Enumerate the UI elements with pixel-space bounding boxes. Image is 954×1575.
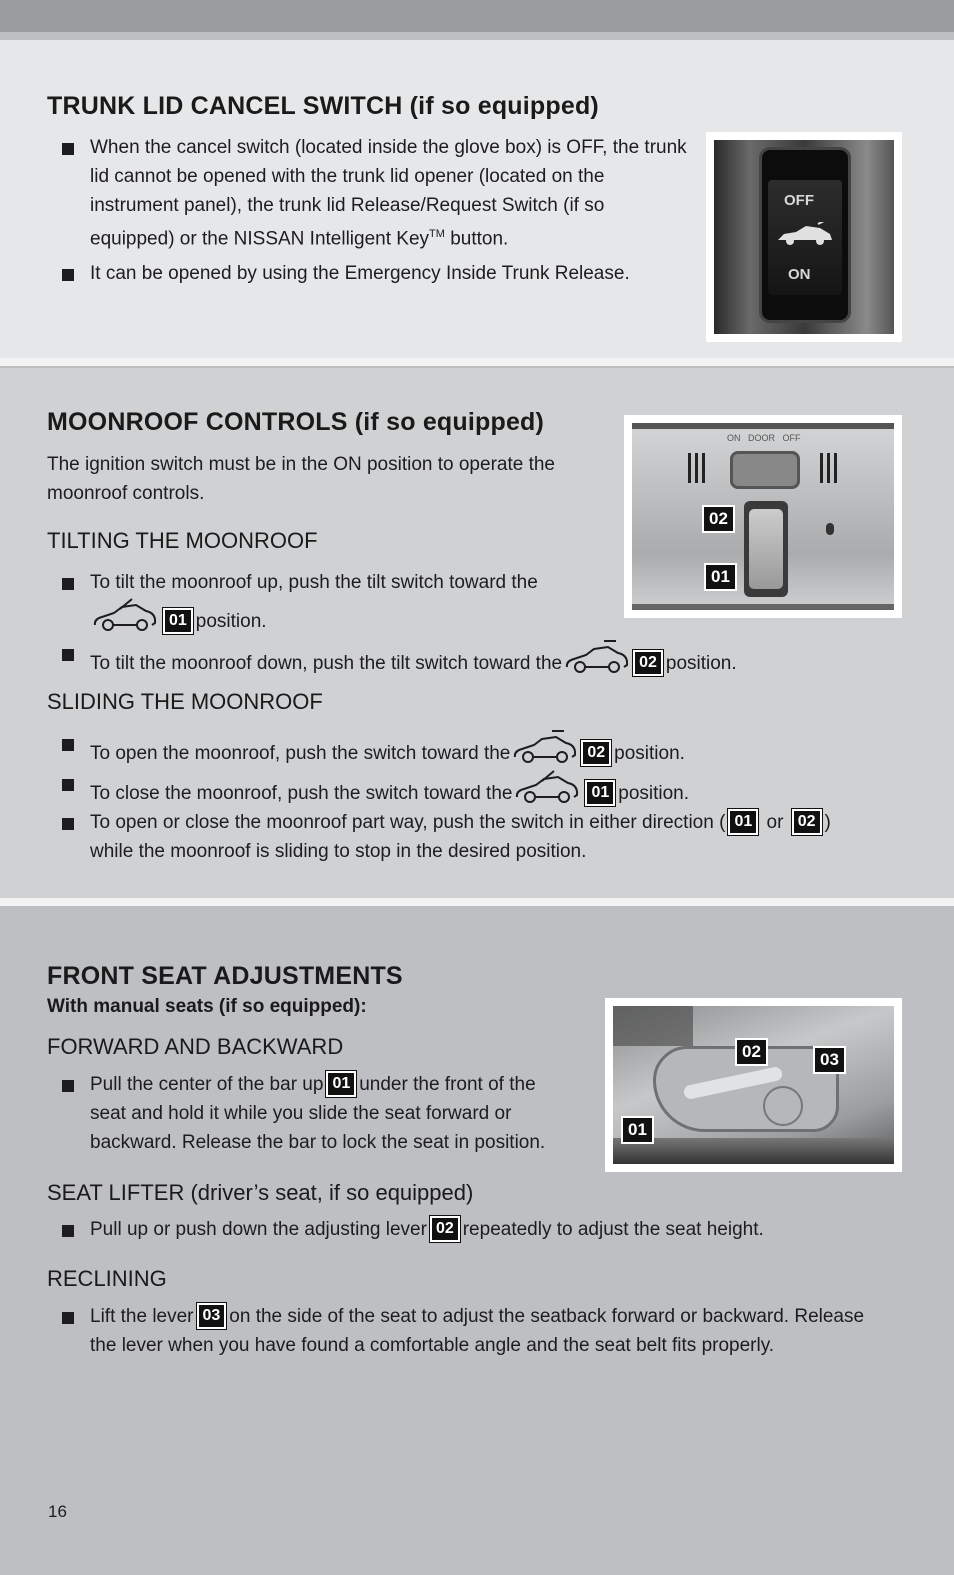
photo-badge-01: 01 — [704, 563, 737, 591]
trunk-switch-photo — [706, 132, 902, 342]
slide-bullet-3: To open or close the moonroof part way, push the switch in either direction ( 01 or 02 ) while the moonroof is sliding to stop in the desired position. — [90, 808, 920, 866]
lifter-lever — [763, 1086, 803, 1126]
badge-01: 01 — [163, 608, 193, 634]
bullet-marker — [62, 1080, 74, 1092]
bullet-marker — [62, 818, 74, 830]
bullet-marker — [62, 578, 74, 590]
vent — [688, 453, 708, 483]
trunk-bullet-2: It can be opened by using the Emergency Inside Trunk Release. — [90, 263, 630, 284]
bullet-marker — [62, 779, 74, 791]
off-label: OFF — [784, 192, 814, 209]
badge-02: 02 — [792, 809, 822, 835]
car-slide-open-icon — [512, 729, 576, 765]
seat-subtitle: With manual seats (if so equipped): — [47, 996, 367, 1017]
photo-badge-02: 02 — [735, 1038, 768, 1066]
slide-bullet-1: To open the moonroof, push the switch toward the 02 position. — [90, 729, 910, 768]
badge-02: 02 — [430, 1216, 460, 1242]
divider — [0, 898, 954, 906]
moonroof-intro: The ignition switch must be in the ON position to operate the moonroof controls. — [47, 454, 555, 504]
seat-lifter-heading: SEAT LIFTER (driver’s seat, if so equipped) — [47, 1180, 474, 1205]
sliding-heading: SLIDING THE MOONROOF — [47, 689, 323, 714]
lifter-bullet: Pull up or push down the adjusting lever 02 repeatedly to adjust the seat height. — [90, 1215, 910, 1244]
seat-title: FRONT SEAT ADJUSTMENTS — [47, 962, 403, 990]
trunk-car-icon — [774, 222, 836, 248]
photo-badge-02: 02 — [702, 505, 735, 533]
badge-01: 01 — [326, 1071, 356, 1097]
badge-01: 01 — [728, 809, 758, 835]
trunk-bullet-1: When the cancel switch (located inside the glove box) is OFF, the trunk lid cannot be opened with the trunk lid opener (located on the instrument panel), the trunk lid Release/Request Switch (if so equipped) or the NISSAN Intelligent Key™ button. — [90, 137, 687, 250]
slide-bullet-2: To close the moonroof, push the switch toward the 01 position. — [90, 769, 910, 808]
map-light-button — [730, 451, 800, 489]
tilting-heading: TILTING THE MOONROOF — [47, 528, 318, 553]
tilt-bullet-1-line2: 01 position. — [90, 597, 610, 636]
car-tilt-down-icon — [564, 639, 628, 675]
trunk-section — [0, 40, 954, 358]
divider — [0, 358, 954, 366]
page-number: 16 — [48, 1502, 67, 1521]
top-bar — [0, 0, 954, 32]
badge-03: 03 — [197, 1303, 227, 1329]
badge-02: 02 — [633, 650, 663, 676]
bullet-marker — [62, 739, 74, 751]
bullet-marker — [62, 1312, 74, 1324]
badge-01: 01 — [585, 780, 615, 806]
reclining-heading: RECLINING — [47, 1266, 167, 1291]
tilt-bullet-2: To tilt the moonroof down, push the tilt switch toward the 02 position. — [90, 639, 910, 678]
moonroof-title: MOONROOF CONTROLS (if so equipped) — [47, 408, 545, 436]
photo-badge-01: 01 — [621, 1116, 654, 1144]
moonroof-section — [0, 368, 954, 898]
seat-adjust-photo — [605, 998, 902, 1172]
forward-backward-heading: FORWARD AND BACKWARD — [47, 1034, 344, 1059]
car-tilt-up-icon — [92, 597, 158, 633]
reclining-bullet: Lift the lever 03 on the side of the seat to adjust the seatback forward or backward. Release the lever when you have found a comfortable angle and the seat belt fits properly. — [90, 1302, 920, 1360]
vent — [820, 453, 840, 483]
bullet-marker — [62, 143, 74, 155]
photo-badge-03: 03 — [813, 1046, 846, 1074]
badge-02: 02 — [581, 740, 611, 766]
bullet-marker — [62, 1225, 74, 1237]
bullet-marker — [62, 649, 74, 661]
trunk-title: TRUNK LID CANCEL SWITCH (if so equipped) — [47, 92, 599, 120]
tilt-bullet-1: To tilt the moonroof up, push the tilt switch toward the — [90, 572, 538, 593]
car-slide-close-icon — [514, 769, 580, 805]
front-seat-section — [0, 906, 954, 1575]
on-label: ON — [788, 266, 811, 283]
moonroof-switch-photo — [624, 415, 902, 618]
fb-bullet: Pull the center of the bar up 01 under the front of the seat and hold it while you slide the seat forward or backward. Release the bar to lock the seat in position. — [90, 1070, 590, 1157]
bullet-marker — [62, 269, 74, 281]
door-switch-label: ON DOOR OFF — [727, 433, 801, 443]
